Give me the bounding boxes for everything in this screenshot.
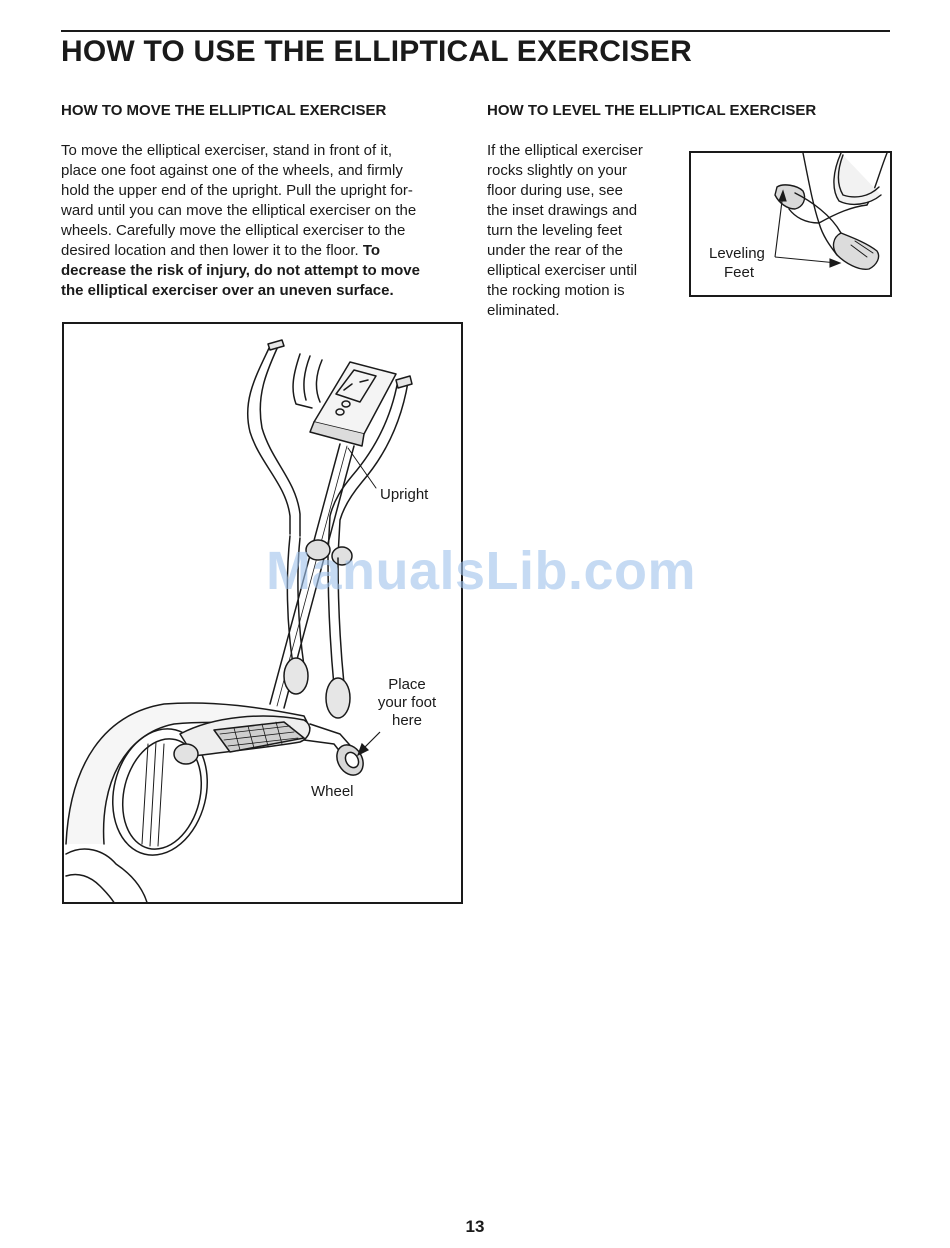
leveling-feet-drawing — [691, 153, 892, 297]
elliptical-figure — [62, 322, 463, 904]
move-line-6: desired location and then lower it to the floor. — [61, 242, 363, 259]
level-line-2: rocks slightly on your — [487, 162, 628, 179]
place-label-line-2: your foot — [377, 694, 437, 711]
wheel-label: Wheel — [311, 783, 354, 800]
level-line-7: elliptical exerciser until — [487, 262, 638, 279]
upright-label: Upright — [380, 486, 429, 503]
move-line-4: ward until you can move the elliptical exerciser on the — [61, 202, 417, 219]
place-label-line-3: here — [391, 712, 423, 729]
level-line-8: the rocking motion is — [487, 282, 625, 299]
leveling-feet-figure — [689, 151, 892, 297]
move-instructions — [61, 141, 461, 301]
watermark: ManualsLib.com — [266, 541, 697, 601]
level-line-6: under the rear of the — [487, 242, 623, 259]
page-number: 13 — [465, 1217, 485, 1236]
move-line-3: hold the upper end of the upright. Pull the upright for- — [61, 182, 413, 199]
warning-line-2: decrease the risk of injury, do not attempt to move — [61, 262, 420, 279]
leveling-label: Leveling — [709, 245, 765, 262]
warning-line-3: the elliptical exerciser over an uneven surface. — [61, 282, 394, 299]
move-line-5: wheels. Carefully move the elliptical exerciser to the — [61, 222, 406, 239]
place-label-line-1: Place — [388, 676, 426, 693]
level-line-4: the inset drawings and — [487, 202, 638, 219]
warning-line-1: To — [362, 242, 381, 259]
level-line-1: If the elliptical exerciser — [487, 142, 643, 159]
level-line-5: turn the leveling feet — [487, 222, 623, 239]
elliptical-drawing — [64, 324, 463, 904]
feet-label: Feet — [724, 264, 755, 281]
level-line-9: eliminated. — [487, 302, 560, 319]
level-line-3: floor during use, see — [487, 182, 623, 199]
page-title: HOW TO USE THE ELLIPTICAL EXERCISER — [61, 35, 692, 68]
title-rule — [61, 30, 890, 32]
level-section-heading: HOW TO LEVEL THE ELLIPTICAL EXERCISER — [487, 102, 817, 119]
level-instructions — [487, 141, 687, 321]
move-line-1: To move the elliptical exerciser, stand in front of it, — [61, 142, 392, 159]
place-foot-label — [370, 676, 444, 730]
move-line-2: place one foot against one of the wheels, and firmly — [61, 162, 403, 179]
move-section-heading: HOW TO MOVE THE ELLIPTICAL EXERCISER — [61, 102, 387, 119]
